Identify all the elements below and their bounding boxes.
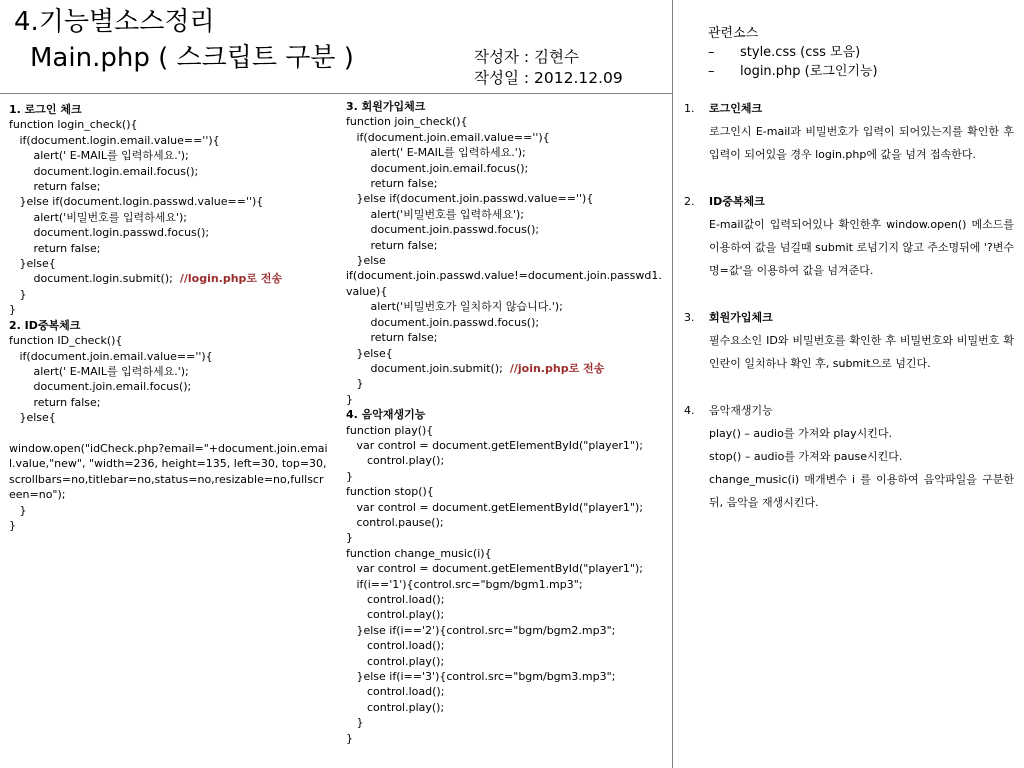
code-line: alert(' E-MAIL를 입력하세요.'); (346, 146, 526, 160)
description-line: change_music(i) 매개변수 i 를 이용하여 음악파일을 구분한 뒤, 음악을 재생시킨다. (709, 473, 1014, 510)
section-heading: 4. 음악재생기능 (346, 408, 426, 422)
description-section (684, 97, 1014, 167)
section-number: 2. (684, 194, 695, 208)
code-line: control.play(); (346, 454, 445, 468)
related-item-text: login.php (로그인기능) (740, 64, 878, 79)
code-column-middle (346, 99, 664, 746)
code-line: function login_check(){ (9, 118, 138, 132)
code-line: if(document.join.email.value==''){ (346, 130, 550, 144)
code-line: control.play(); (346, 700, 445, 714)
section-heading: 3. 회원가입체크 (346, 100, 426, 113)
code-line: function join_check(){ (346, 115, 468, 129)
code-line: } (346, 731, 353, 745)
code-line: if(document.login.email.value==''){ (9, 133, 220, 147)
code-line-wrapped: window.open("idCheck.php?email="+document.join.email.value,"new", "width=236, height=135, left=30, top=30, scrollbars=no,titlebar=no,status=no,resizable=no,fullscreen=no"); (9, 441, 331, 502)
code-block-join-tail (346, 376, 664, 407)
code-line: return false; (9, 180, 101, 194)
code-line: } (9, 503, 27, 517)
code-line: var control = document.getElementById("player1"); (346, 438, 643, 452)
code-line: function play(){ (346, 423, 434, 437)
code-line (9, 271, 329, 286)
code-line: function ID_check(){ (9, 334, 123, 348)
code-block-join-check (346, 114, 664, 268)
description-line: stop() – audio를 가져와 pause시킨다. (709, 450, 903, 463)
code-text: document.login.submit(); (9, 272, 180, 286)
code-line: alert('비밀번호가 일치하지 않습니다.'); (346, 300, 563, 314)
related-heading: 관련소스 (708, 26, 759, 41)
code-block-login-check (9, 117, 329, 271)
code-comment: //join.php로 전송 (509, 361, 605, 375)
vertical-divider (672, 0, 673, 768)
code-line: if(document.join.email.value==''){ (9, 349, 213, 363)
related-item-text: style.css (css 모음) (740, 45, 861, 60)
code-line (9, 426, 329, 441)
section-number: 3. (684, 310, 695, 324)
code-line: control.load(); (346, 593, 445, 606)
code-line: }else{ (346, 346, 393, 360)
author-label: 작성자 : 김현수 (474, 48, 579, 66)
code-line: control.load(); (346, 685, 445, 699)
code-line: var control = document.getElementById("player1"); (346, 562, 643, 576)
code-line: return false; (346, 331, 438, 345)
horizontal-divider (0, 93, 672, 94)
code-line: } (9, 303, 16, 317)
description-section (684, 399, 1014, 515)
description-heading: 음악재생기능 (709, 403, 773, 417)
page-title: 4.기능별소스정리 (14, 7, 215, 37)
code-line: return false; (9, 395, 101, 409)
code-line: alert(' E-MAIL를 입력하세요.'); (9, 364, 189, 378)
code-line: }else if(document.login.passwd.value==''){ (9, 195, 264, 209)
description-heading: ID중복체크 (709, 194, 765, 208)
description-column (684, 97, 1014, 538)
code-line: control.play(); (346, 608, 445, 622)
code-line: }else (346, 254, 386, 268)
related-sources (708, 24, 878, 81)
code-line: if(i=='1'){control.src="bgm/bgm1.mp3"; (346, 577, 583, 591)
code-line: alert('비밀번호를 입력하세요'); (9, 210, 187, 224)
code-line: alert(' E-MAIL를 입력하세요.'); (9, 149, 189, 163)
date-label: 작성일 : 2012.12.09 (474, 69, 623, 87)
code-line: }else{ (9, 257, 56, 271)
related-item (708, 62, 878, 81)
section-heading: 2. ID중복체크 (9, 318, 81, 332)
code-line: function stop(){ (346, 485, 434, 499)
code-line-wrapped: if(document.join.passwd.value!=document.join.passwd1.value){ (346, 269, 662, 298)
code-line: control.play(); (346, 654, 445, 668)
code-line: }else{ (9, 411, 56, 425)
code-line: document.join.email.focus(); (346, 161, 529, 175)
code-line: }else if(document.join.passwd.value==''){ (346, 192, 594, 206)
code-line: return false; (346, 177, 438, 191)
code-line (346, 361, 664, 376)
description-section (684, 306, 1014, 376)
code-text: document.join.submit(); (346, 361, 510, 375)
code-column-left (9, 102, 329, 533)
description-text: 필수요소인 ID와 비밀번호를 확인한 후 비밀번호와 비밀번호 확인란이 일치하나 확인 후, submit으로 넘긴다. (709, 334, 1014, 371)
description-text: E-mail값이 입력되어있나 확인한후 window.open() 메소드를 이용하여 값을 넘길때 submit 로넘기지 않고 주소명뒤에 '?변수명=값'을 이용하여 값을 넘겨준다. (709, 218, 1014, 278)
section-number: 4. (684, 403, 695, 417)
code-line: }else if(i=='2'){control.src="bgm/bgm2.mp3"; (346, 623, 616, 637)
code-line: } (346, 531, 353, 545)
related-item (708, 43, 878, 62)
code-line: } (346, 469, 353, 483)
code-line: alert('비밀번호를 입력하세요'); (346, 207, 524, 221)
code-block-join-check-2 (346, 299, 664, 361)
code-block-music (346, 423, 664, 747)
code-line: } (9, 518, 16, 532)
section-heading: 1. 로그인 체크 (9, 103, 82, 116)
code-line: }else if(i=='3'){control.src="bgm/bgm3.mp3"; (346, 670, 616, 684)
related-dash: – (708, 64, 715, 79)
code-line: document.join.passwd.focus(); (346, 315, 540, 329)
code-line: return false; (9, 241, 101, 255)
code-line: var control = document.getElementById("player1"); (346, 500, 643, 514)
code-line: function change_music(i){ (346, 546, 492, 560)
code-block-id-check (9, 333, 329, 441)
code-line: } (346, 377, 364, 391)
code-comment: //login.php로 전송 (179, 272, 283, 286)
code-line: } (9, 287, 27, 301)
code-line: control.pause(); (346, 515, 444, 529)
code-line: document.login.email.focus(); (9, 164, 199, 178)
code-line: return false; (346, 238, 438, 252)
code-line: } (346, 716, 364, 730)
code-line: document.join.passwd.focus(); (346, 223, 540, 237)
code-line: document.join.email.focus(); (9, 380, 192, 394)
code-block-id-tail (9, 503, 329, 534)
code-line: control.load(); (346, 639, 445, 653)
related-dash: – (708, 45, 715, 60)
description-heading: 회원가입체크 (709, 310, 773, 324)
code-line: document.login.passwd.focus(); (9, 226, 210, 240)
code-block-login-tail (9, 287, 329, 318)
description-text: 로그인시 E-mail과 비밀번호가 입력이 되어있는지를 확인한 후 입력이 되어있을 경우 login.php에 값을 넘겨 접속한다. (709, 125, 1014, 162)
description-section (684, 190, 1014, 283)
page-subtitle: Main.php ( 스크립트 구분 ) (30, 43, 354, 73)
section-number: 1. (684, 102, 695, 115)
code-line: } (346, 392, 353, 406)
description-heading: 로그인체크 (709, 102, 763, 115)
document-meta (474, 47, 623, 89)
description-line: play() – audio를 가져와 play시킨다. (709, 426, 893, 440)
